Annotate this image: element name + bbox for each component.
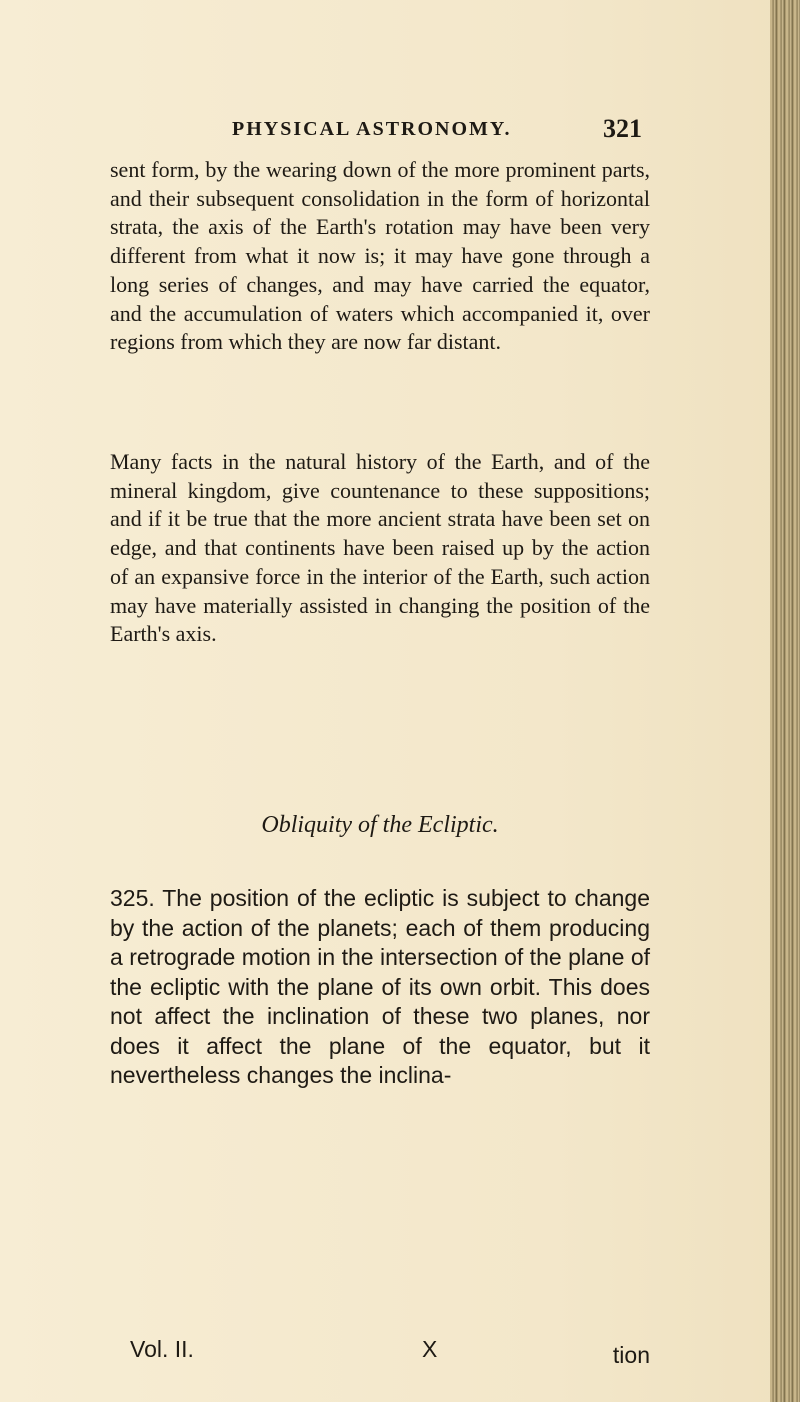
section-title: Obliquity of the Ecliptic. <box>261 812 499 838</box>
catchword: tion <box>612 1342 650 1368</box>
page-number: 321 <box>603 114 642 143</box>
book-binding-edge <box>770 0 800 1402</box>
page-header <box>110 114 642 152</box>
paragraph-ecliptic: 325. The position of the ecliptic is subject to change by the action of the planets; each of them producing a retrograde motion in the intersection of the plane of the ecliptic with the plane of its own orbit. This does not affect the inclination of these two planes, nor does it affect the plane of the equator, but it nevertheless changes the inclina- <box>110 885 650 1088</box>
running-head: PHYSICAL ASTRONOMY. <box>232 118 512 140</box>
paragraph-natural-history: Many facts in the natural history of the Earth, and of the mineral kingdom, give countenance to these suppositions; and if it be true that the more ancient strata have been set on edge, and that continents have been raised up by the action of an expansive force in the interior of the Earth, such action may have materially assisted in changing the position of the Earth's axis. <box>110 449 650 647</box>
signature-mark: X <box>422 1336 438 1362</box>
volume-mark: Vol. II. <box>130 1336 194 1362</box>
page-footer <box>130 1336 650 1372</box>
paragraph-strata: sent form, by the wearing down of the more prominent parts, and their subsequent consolidation in the form of horizontal strata, the axis of the Earth's rotation may have been very different from what it now is; it may have gone through a long series of changes, and may have carried the equator, and the accumulation of waters which accompanied it, over regions from which they are now far distant. <box>110 157 650 355</box>
